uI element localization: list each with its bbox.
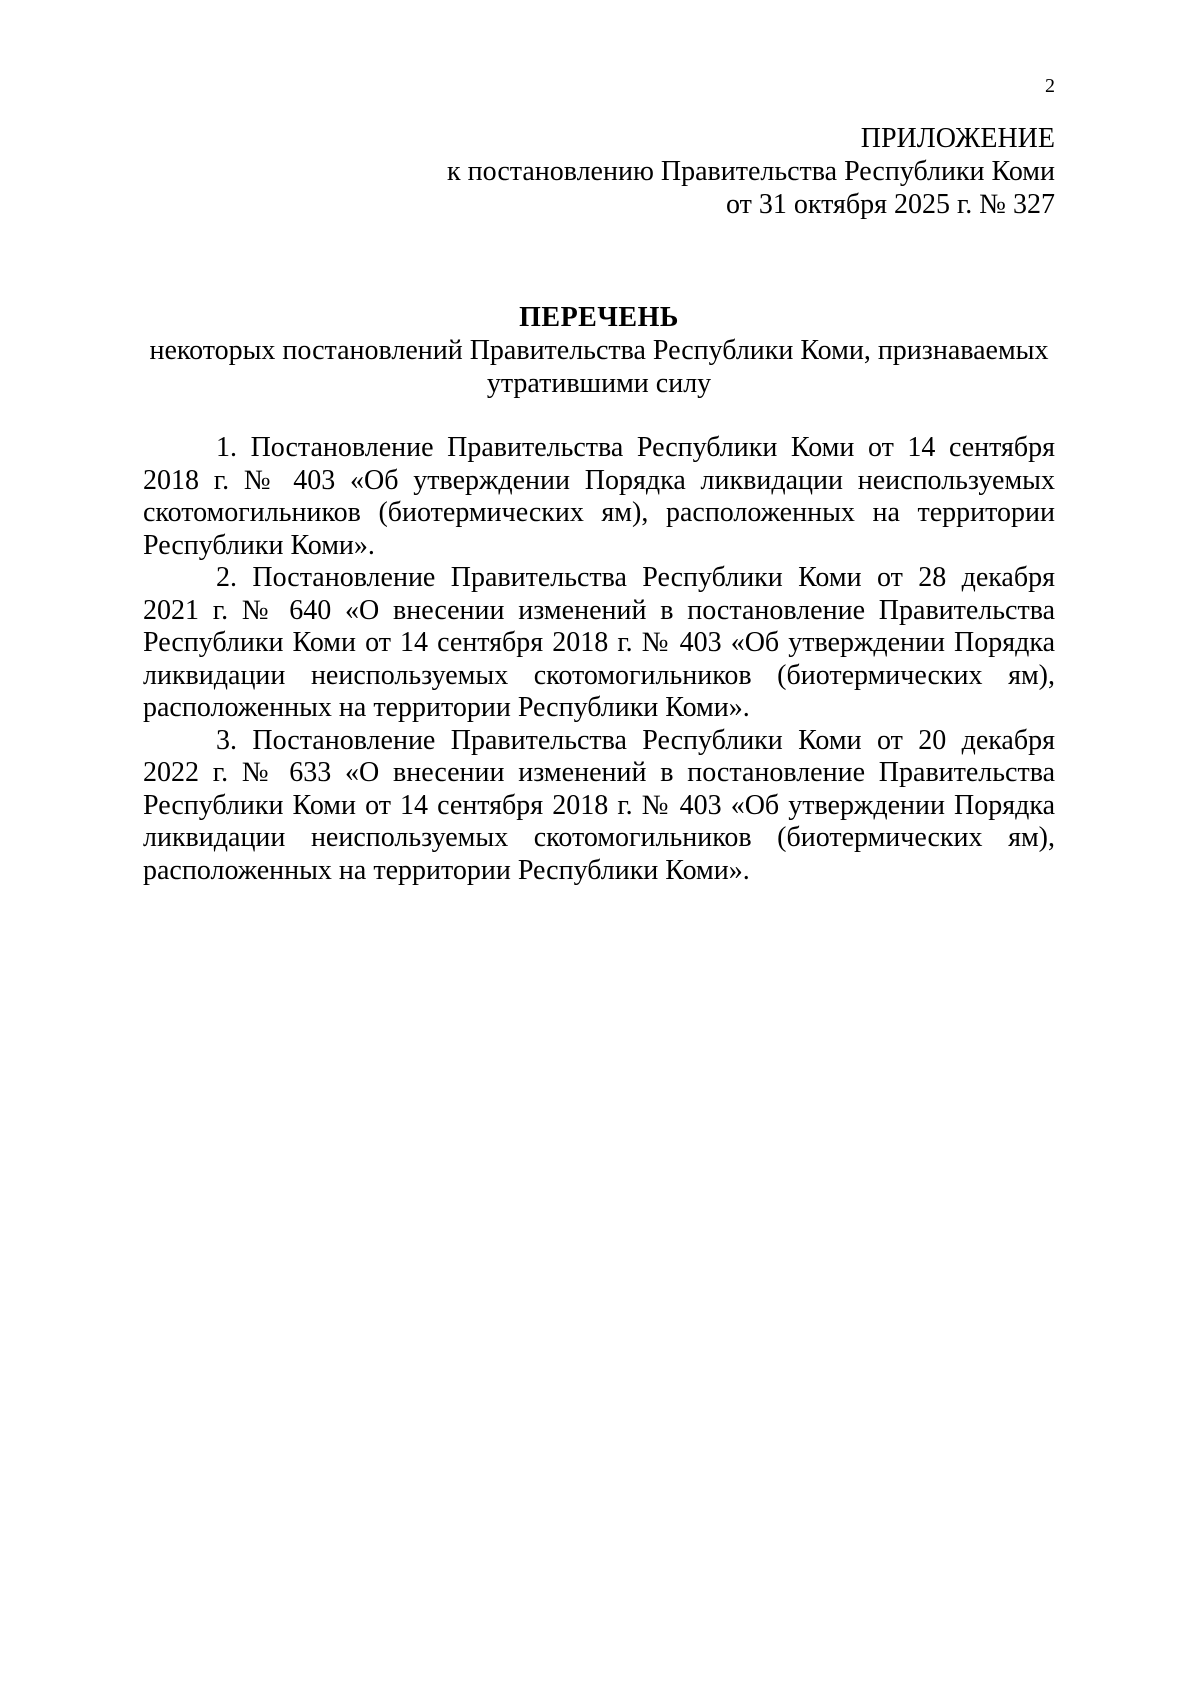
list-item: 2. Постановление Правительства Республики Коми от 28 декабря 2021 г. № 640 «О внесении изменений в постановление Правительства Республики Коми от 14 сентября 2018 г. № 403 «Об утверждении Порядка ликвидации неиспользуемых скотомогильников (биотермических ям), расположенных на территории Республики Коми». — [143, 562, 1055, 723]
list-item: 3. Постановление Правительства Республики Коми от 20 декабря 2022 г. № 633 «О внесении изменений в постановление Правительства Республики Коми от 14 сентября 2018 г. № 403 «Об утверждении Порядка ликвидации неиспользуемых скотомогильников (биотермических ям), расположенных на территории Республики Коми». — [143, 724, 1055, 886]
resolutions-list — [143, 432, 1055, 887]
appendix-header — [400, 122, 1055, 221]
document-subtitle: некоторых постановлений Правительства Республики Коми, признаваемых утратившими силу — [149, 335, 1049, 399]
appendix-date-number: от 31 октября 2025 г. № 327 — [725, 189, 1055, 220]
document-heading — [143, 301, 1055, 400]
appendix-title: ПРИЛОЖЕНИЕ — [860, 123, 1055, 154]
list-item: 1. Постановление Правительства Республики Коми от 14 сентября 2018 г. № 403 «Об утверждении Порядка ликвидации неиспользуемых скотомогильников (биотермических ям), расположенных на территории Республики Коми». — [143, 432, 1055, 561]
document-title: ПЕРЕЧЕНЬ — [519, 302, 679, 333]
appendix-resolution-line: к постановлению Правительства Республики Коми — [447, 156, 1055, 187]
page-number: 2 — [1045, 75, 1055, 97]
